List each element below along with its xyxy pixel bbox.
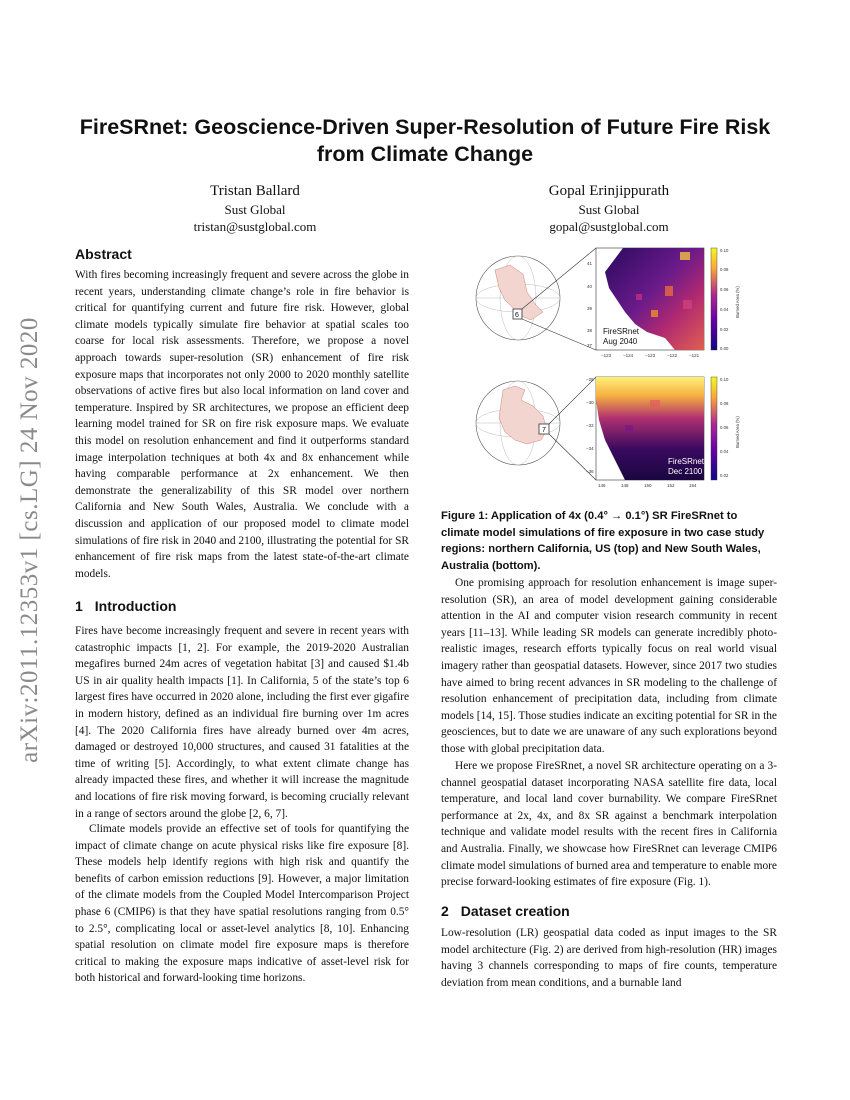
paper-title: FireSRnet: Geoscience-Driven Super-Resolution of Future Fire Risk from Climate Change <box>79 115 771 166</box>
ytick: 37 <box>587 343 593 348</box>
map-label-date: Dec 2100 <box>668 467 703 476</box>
xtick: 154 <box>689 483 697 488</box>
intro-paragraph-2: Climate models provide an effective set of tools for quantifying the impact of climate change on acute physical risks like fire exposure [8]. These models help identify regions with high risk and quantify the benefits of carbon emission reductions [9]. However, a major limitation of the climate models from the Coupled Model Intercomparison Project phase 6 (CMIP6) is that they have spatial resolutions ranging from 0.5° to 2.5°, complicating local or asset-level analytics [8, 10]. Enhancing spatial resolution on climate model fire exposure maps is therefore critical to making the exposure maps indicative of asset-level risk for both historical and forward-looking time horizons. <box>75 823 409 985</box>
map-label: FireSRnet <box>603 327 640 336</box>
colorbar-top <box>711 248 717 350</box>
author-name: Gopal Erinjippurath <box>548 183 670 199</box>
ytick: −32 <box>586 423 594 428</box>
cbar-tick: 0.10 <box>720 377 729 382</box>
ytick: 38 <box>587 328 593 333</box>
map-label-date: Aug 2040 <box>603 337 638 346</box>
cbar-tick: 0.02 <box>720 327 729 332</box>
cbar-tick: 0.08 <box>720 401 729 406</box>
xtick: 150 <box>644 483 652 488</box>
section-title: Dataset creation <box>460 903 570 919</box>
xtick: 146 <box>598 483 606 488</box>
author-affiliation: Sust Global <box>224 202 286 217</box>
map-label: FireSRnet <box>668 457 705 466</box>
intro-paragraph-4: Here we propose FireSRnet, a novel SR architecture operating on a 3-channel geospatial dataset incorporating NASA satellite fire data, local temperature, and local land cover burnability. We compare FireSRnet performance at 2x, 4x, and 8x SR against a benchmark interpolation technique and validate model results with the recent fires in California and Australia. Finally, we showcase how FireSRnet can leverage CMIP6 climate model simulations of burned area and temperature to enable more precise forward-looking estimates of fire exposure (Fig. 1). <box>441 760 777 889</box>
cbar-tick: 0.00 <box>720 346 729 351</box>
dataset-paragraph-1: Low-resolution (LR) geospatial data coded as input images to the SR model architecture (Fig. 2) are derived from high-resolution (HR) images having 3 channels corresponding to maps of fire counts, temperature deviation from mean conditions, and a burnable land <box>441 927 777 989</box>
section-number: 2 <box>441 903 449 919</box>
section-number: 1 <box>75 598 83 614</box>
author-2 <box>449 182 769 235</box>
xtick: 148 <box>621 483 629 488</box>
cbar-tick: 0.04 <box>720 307 729 312</box>
intro-paragraph-1: Fires have become increasingly frequent and severe in recent years with catastrophic impacts [1, 2]. For example, the 2019-2020 Australian megafires burned 24m acres of vegetation habitat [3] and caused $1.4b US in air quality health impacts [1]. In California, 5 of the state’s top 6 largest fires have occurred in 2020 alone, including the first ever gigafire in modern history, defined as an individual fire burning over 1m acres [4]. The 2020 California fires have already burned over 4m acres, damaged or destroyed 10,000 structures, and caused 31 fatalities at the time of writing [5]. Accordingly, to what extent climate change has already impacted these fires, and whether it will increase the magnitude and locations of fire risk moving forward, is becoming crucially relevant in a range of sectors around the globe [2, 6, 7]. <box>75 625 409 820</box>
cbar-tick: 0.06 <box>720 425 729 430</box>
box-label-bottom: 7 <box>542 427 546 434</box>
box-label-top: 6 <box>515 312 519 319</box>
cbar-tick: 0.02 <box>720 473 729 478</box>
cbar-tick: 0.08 <box>720 267 729 272</box>
cbar-tick: 0.10 <box>720 248 729 253</box>
xtick: −121 <box>689 353 700 358</box>
figure-1 <box>475 240 775 500</box>
author-email: tristan@sustglobal.com <box>193 219 317 234</box>
author-name: Tristan Ballard <box>210 183 300 199</box>
abstract-text: With fires becoming increasingly frequent and severe across the globe in recent years, understanding climate change’s role in fire behavior is critical for quantifying current and future fire risk. However, global climate models typically simulate fire behavior at spatial scales too coarse for local risk assessments. Therefore, we propose a novel approach towards super-resolution (SR) enhancement of fire risk exposure maps that incorporates not only 2000 to 2020 monthly satellite observations of active fires but also local information on land cover and temperature. Inspired by SR architectures, we propose an efficient deep learning model trained for SR on fire risk exposure maps. We evaluate this model on resolution enhancement and find it outperforms standard image interpolation techniques at both 4x and 8x enhancement while having comparable performance at 2x enhancement. We then demonstrate the generalizability of this SR model over northern California and New South Wales, Australia. We conclude with a discussion and application of our proposed model to climate model simulations of fire risk in 2040 and 2100, illustrating the potential for SR enhancement of fire risk maps from the latest state-of-the-art climate models. <box>75 269 409 580</box>
section-title: Introduction <box>94 598 177 614</box>
author-1 <box>95 182 415 235</box>
ytick: 39 <box>587 306 593 311</box>
ytick: −34 <box>586 446 594 451</box>
dataset-heading <box>441 903 570 919</box>
xtick: −124 <box>623 353 634 358</box>
author-email: gopal@sustglobal.com <box>549 219 669 234</box>
colorbar-label: Burned Area (%) <box>735 286 740 318</box>
ytick: −30 <box>586 400 594 405</box>
xtick: −123 <box>601 353 612 358</box>
ytick: −36 <box>586 469 594 474</box>
globe-bottom <box>476 381 560 465</box>
abstract-heading: Abstract <box>75 246 132 262</box>
xtick: −122 <box>667 353 678 358</box>
colorbar-bottom <box>711 377 717 480</box>
colorbar-label: Burned Area (%) <box>735 416 740 448</box>
cbar-tick: 0.04 <box>720 449 729 454</box>
intro-heading <box>75 598 176 614</box>
intro-paragraph-3: One promising approach for resolution enhancement is image super-resolution (SR), an area of model development gaining considerable attention in the AI and computer vision research community in recent years [11–13]. While leading SR models can generate incredibly photo-realistic images, research efforts typically focus on real world visual imagery rather than geospatial datasets. However, since 2017 two studies have aimed to bring recent advances in SR modeling to the challenge of resolution enhancement of precipitation data, including from climate models [14, 15]. Those studies indicate an exciting potential for SR in the geosciences, but to date we are unaware of any such explorations beyond those with global precipitation data. <box>441 577 777 755</box>
author-affiliation: Sust Global <box>578 202 640 217</box>
xtick: −123 <box>645 353 656 358</box>
globe-top <box>476 256 560 340</box>
xtick: 152 <box>667 483 675 488</box>
cbar-tick: 0.06 <box>720 287 729 292</box>
figure-caption: Figure 1: Application of 4x (0.4° → 0.1°) SR FireSRnet to climate model simulations of fire exposure in two case study regions: northern California, US (top) and New South Wales, Australia (bottom). <box>441 510 765 572</box>
ytick: 40 <box>587 284 593 289</box>
ytick: −28 <box>586 377 594 382</box>
ytick: 41 <box>587 261 593 266</box>
arxiv-stamp: arXiv:2011.12353v1 [cs.LG] 24 Nov 2020 <box>16 317 44 763</box>
